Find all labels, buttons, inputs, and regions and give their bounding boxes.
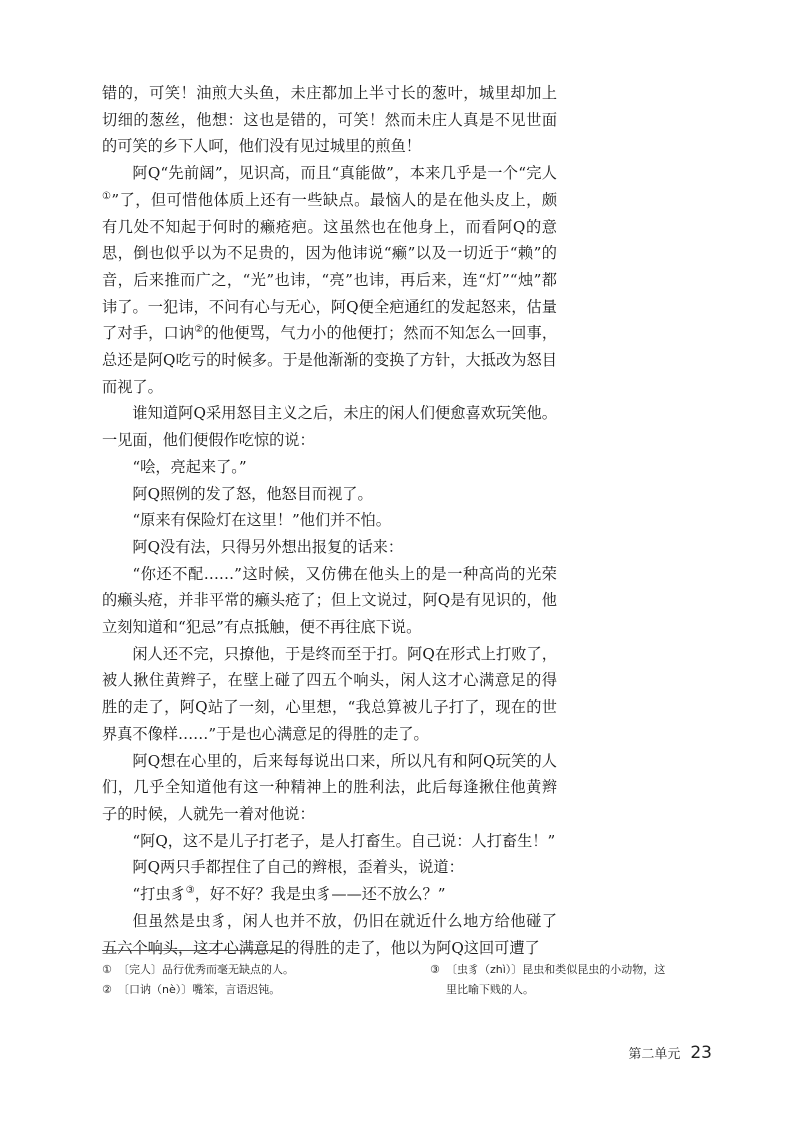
paragraph: 但虽然是虫豸，闲人也并不放，仍旧在就近什么地方给他碰了五六个响头，这才心满意足的得胜的走了，他以为阿Q这回可遭了 [102, 911, 557, 957]
footnote-mark[interactable]: ① [102, 190, 112, 202]
footnote-mark[interactable]: ③ [185, 885, 195, 897]
paragraph: 阿Q照例的发了怒，他怒目而视了。 [132, 484, 373, 503]
paragraph: 谁知道阿Q采用怒目主义之后，未庄的闲人们便愈喜欢玩笑他。一见面，他们便假作吃惊的说： [102, 404, 557, 450]
footnotes-left [102, 960, 402, 1000]
footnote: ① 〔完人〕品行优秀而毫无缺点的人。 [102, 963, 294, 976]
paragraph: “你还不配……”这时候，又仿佛在他头上的是一种高尚的光荣的癞头疮，并非平常的癞头疮了；但上文说过，阿Q是有见识的，他立刻知道和“犯忌”有点抵触，便不再往底下说。 [102, 564, 557, 637]
footnotes-right [430, 960, 670, 1000]
footnote: ③ 〔虫豸（zhì）〕昆虫和类似昆虫的小动物，这里比喻下贱的人。 [430, 963, 666, 996]
body-text [102, 80, 557, 961]
paragraph: “哙，亮起来了。” [132, 457, 247, 476]
unit-label: 第二单元 [628, 1047, 681, 1062]
paragraph: 闲人还不完，只撩他，于是终而至于打。阿Q在形式上打败了，被人揪住黄辫子，在壁上碰了四五个响头，闲人这才心满意足的得胜的走了，阿Q站了一刻，心里想，“我总算被儿子打了，现在的世界真不像样……”于是也心满意足的得胜的走了。 [102, 644, 557, 743]
paragraph: 阿Q想在心里的，后来每每说出口来，所以凡有和阿Q玩笑的人们，几乎全知道他有这一种精神上的胜利法，此后每逢揪住他黄辫子的时候，人就先一着对他说： [102, 751, 557, 823]
paragraph: “打虫豸③，好不好？我是虫豸——还不放么？” [132, 885, 446, 904]
footnote: ② 〔口讷（nè）〕嘴笨，言语迟钝。 [102, 983, 281, 996]
paragraph: 阿Q两只手都捏住了自己的辫根，歪着头，说道： [132, 858, 464, 877]
paragraph: “阿Q，这不是儿子打老子，是人打畜生。自己说：人打畜生！” [132, 831, 556, 850]
page-footer [628, 1043, 712, 1063]
footnote-divider [102, 950, 288, 951]
footnote-mark[interactable]: ② [194, 324, 204, 336]
paragraph: 阿Q“先前阔”，见识高，而且“真能做”，本来几乎是一个“完人①”了，但可惜他体质上还有一些缺点。最恼人的是在他头皮上，颇有几处不知起于何时的癞疮疤。这虽然也在他身上，而看阿Q的意思，倒也似乎以为不足贵的，因为他讳说“癞”以及一切近于“赖”的音，后来推而广之，“光”也讳，“亮”也讳，再后来，连“灯”“烛”都讳了。一犯讳，不问有心与无心，阿Q便全疤通红的发起怒来，估量了对手，口讷②的他便骂，气力小的他便打；然而不知怎么一回事，总还是阿Q吃亏的时候多。于是他渐渐的变换了方针，大抵改为怒目而视了。 [102, 164, 558, 396]
paragraph: 阿Q没有法，只得另外想出报复的话来： [132, 537, 404, 556]
page-number: 23 [690, 1043, 712, 1063]
paragraph: 错的，可笑！油煎大头鱼，未庄都加上半寸长的葱叶，城里却加上切细的葱丝，他想：这也是错的，可笑！然而未庄人真是不见世面的可笑的乡下人呵，他们没有见过城里的煎鱼！ [102, 84, 557, 156]
paragraph: “原来有保险灯在这里！”他们并不怕。 [132, 511, 391, 530]
